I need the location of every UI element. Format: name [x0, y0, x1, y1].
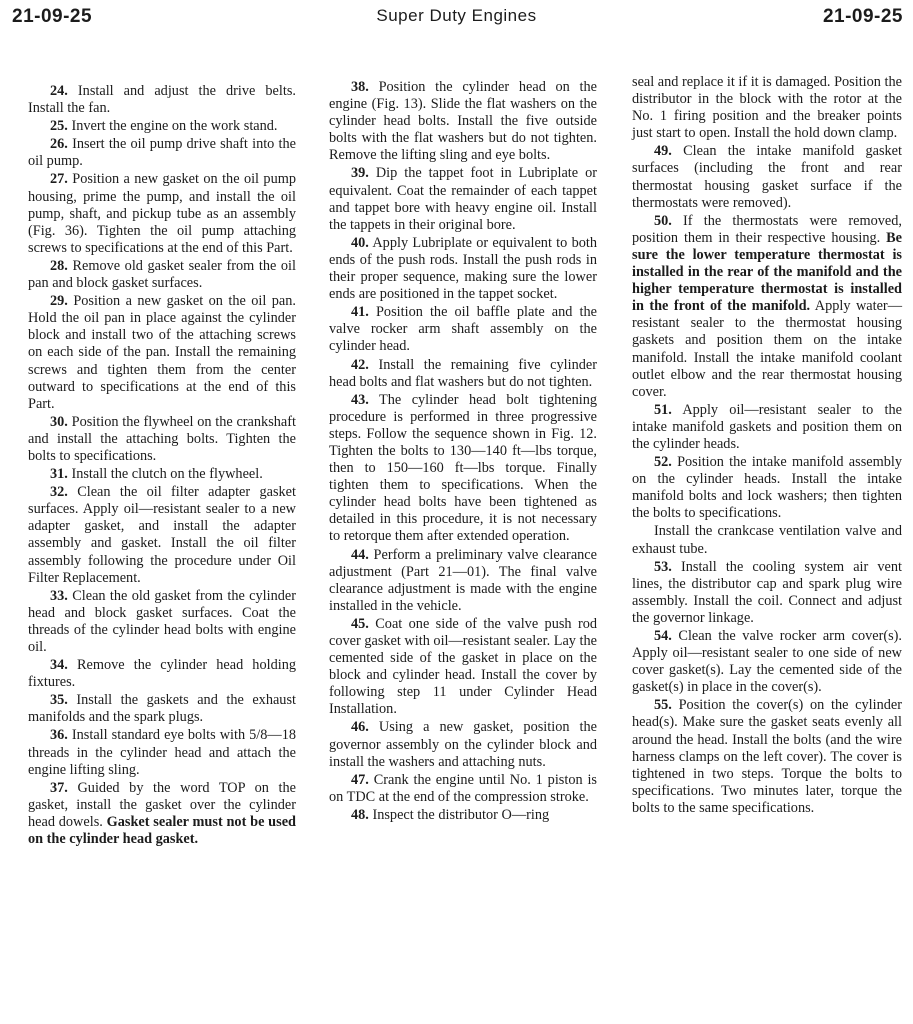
step-text: Insert the oil pump drive shaft into the oil pump.	[28, 136, 296, 170]
step-text: Install the clutch on the flywheel.	[71, 466, 263, 483]
step-text: Coat one side of the valve push rod cover gasket with oil—resistant sealer. Lay the cemented side of the gasket in place on the block and cylinder head. Install the cover by following step 11 under Cylinder Head Installation.	[329, 615, 597, 718]
step-paragraph	[28, 293, 296, 413]
step-text: If the thermostats were removed, position them in their respective housing.	[632, 212, 902, 246]
step-number: 37.	[50, 779, 68, 796]
page-title: Super Duty Engines	[376, 6, 537, 25]
step-paragraph	[329, 304, 597, 355]
step-paragraph	[632, 559, 902, 627]
step-text: Install the crankcase ventilation valve and exhaust tube.	[632, 523, 902, 557]
step-paragraph	[632, 454, 902, 522]
step-paragraph	[329, 807, 597, 824]
step-paragraph	[28, 83, 296, 117]
step-text: Apply oil—resistant sealer to the intake manifold gaskets and position them on the cylinder heads.	[632, 401, 902, 452]
step-text: Guided by the word TOP on the gasket, install the gasket over the cylinder head dowels.	[28, 779, 297, 830]
step-paragraph	[28, 727, 296, 778]
step-warning: Gasket sealer must not be used on the cylinder head gasket.	[28, 813, 296, 848]
step-text: Install standard eye bolts with 5/8—18 threads in the cylinder head and attach the engine lifting sling.	[28, 727, 297, 778]
step-paragraph	[28, 258, 296, 292]
step-paragraph	[28, 692, 296, 726]
step-number: 32.	[50, 484, 68, 501]
step-number: 28.	[50, 257, 68, 274]
step-number: 46.	[351, 719, 369, 736]
step-paragraph	[28, 657, 296, 691]
step-paragraph	[329, 79, 597, 164]
step-number: 47.	[351, 771, 369, 788]
step-text: Install the cooling system air vent lines, the distributor cap and spark plug wire assembly. Install the coil. Connect and adjust the governor linkage.	[632, 558, 902, 626]
step-paragraph	[632, 402, 902, 453]
page-number-left: 21-09-25	[12, 6, 93, 27]
step-number: 43.	[351, 391, 369, 408]
step-text: Clean the intake manifold gasket surfaces (including the front and rear thermostat housing gasket surface if the thermostats were removed).	[632, 143, 902, 211]
step-paragraph	[28, 466, 296, 483]
step-text: Using a new gasket, position the governor assembly on the cylinder block and install the washers and attaching nuts.	[329, 719, 597, 770]
step-text: Position the oil baffle plate and the valve rocker arm shaft assembly on the cylinder head.	[329, 304, 597, 355]
step-paragraph	[329, 772, 597, 806]
step-text: Inspect the distributor O—ring	[372, 806, 550, 823]
step-paragraph	[329, 165, 597, 233]
step-text: Remove the cylinder head holding fixtures.	[28, 657, 296, 691]
text-column-3	[632, 74, 902, 818]
step-text: Invert the engine on the work stand.	[71, 118, 278, 135]
step-number: 48.	[351, 806, 369, 823]
step-text: Remove old gasket sealer from the oil pan and block gasket surfaces.	[28, 257, 296, 292]
step-number: 45.	[351, 615, 369, 632]
step-number: 38.	[351, 79, 369, 95]
step-number: 51.	[654, 401, 672, 418]
step-paragraph	[28, 780, 296, 848]
step-text: The cylinder head bolt tightening procedure is performed in three progressive steps. Follow the sequence shown in Fig. 12. Tighten the bolts to 130—140 ft—lbs torque, then to 150—160 ft—lbs torque. Finally tighten them to specifications. When the cylinder head bolts have been tightened as detailed in this procedure, it is not necessary to retorque them after extended operation.	[329, 391, 597, 545]
step-text: Install and adjust the drive belts. Install the fan.	[28, 83, 296, 117]
step-text: Clean the oil filter adapter gasket surfaces. Apply oil—resistant sealer to a new adapter gasket, and install the adapter assembly and gasket. Install the oil filter assembly following the procedure under Oil Filter Replacement.	[28, 484, 296, 586]
step-number: 29.	[50, 293, 68, 310]
step-number: 54.	[654, 628, 672, 644]
step-paragraph	[329, 547, 597, 615]
page-header	[0, 0, 913, 40]
step-paragraph	[632, 213, 902, 401]
step-paragraph	[28, 136, 296, 170]
step-number: 39.	[351, 165, 369, 182]
step-number: 26.	[50, 136, 68, 153]
step-text: Position the flywheel on the crankshaft and install the attaching bolts. Tighten the bolts to specifications.	[28, 413, 296, 464]
step-paragraph	[632, 628, 902, 696]
step-number: 34.	[50, 657, 68, 674]
step-number: 24.	[50, 83, 68, 99]
page-number-right: 21-09-25	[822, 6, 903, 27]
step-text: Crank the engine until No. 1 piston is on TDC at the end of the compression stroke.	[329, 771, 597, 805]
step-number: 55.	[654, 697, 672, 714]
step-number: 44.	[351, 546, 369, 563]
step-number: 41.	[351, 304, 369, 321]
step-number: 31.	[50, 466, 68, 483]
step-text: Clean the old gasket from the cylinder head and block gasket surfaces. Coat the threads of the cylinder head bolts with engine oil.	[28, 587, 297, 655]
step-paragraph	[632, 143, 902, 211]
step-text: Position a new gasket on the oil pump housing, prime the pump, and install the oil pump, shaft, and pickup tube as an assembly (Fig. 36). Tighten the oil pump attaching screws to specifications at the end of this Part.	[28, 171, 296, 256]
text-column-2	[329, 79, 597, 825]
step-number: 40.	[351, 234, 369, 251]
step-number: 27.	[50, 171, 68, 188]
step-paragraph	[329, 392, 597, 546]
step-number: 35.	[50, 692, 68, 709]
step-paragraph	[329, 719, 597, 770]
step-text: Install the gaskets and the exhaust manifolds and the spark plugs.	[28, 692, 296, 726]
step-paragraph	[329, 357, 597, 391]
step-paragraph	[28, 118, 296, 135]
step-text: Position a new gasket on the oil pan. Hold the oil pan in place against the cylinder block and install two of the attaching screws on each side of the pan. Install the remaining screws and tighten them from the center outward to specifications at the end of this Part.	[28, 293, 296, 412]
step-paragraph	[329, 616, 597, 719]
step-warning: Be sure the lower temperature thermostat is installed in the rear of the manifold and the higher temperature thermostat is installed in the front of the manifold.	[632, 229, 902, 315]
step-paragraph	[632, 697, 902, 817]
step-number: 42.	[351, 356, 369, 373]
step-text-continued: Apply water—resistant sealer to the thermostat housing gaskets and position them on the intake manifold. Install the intake manifold coolant outlet elbow and the rear thermostat housing cover.	[632, 298, 902, 400]
step-number: 36.	[50, 727, 68, 744]
step-number: 50.	[654, 212, 672, 229]
step-text: Position the cylinder head on the engine (Fig. 13). Slide the flat washers on the cylinder head bolts. Install the five outside bolts with the flat washers but do not tighten. Remove the lifting sling and eye bolts.	[329, 79, 597, 164]
step-text: Install the remaining five cylinder head bolts and flat washers but do not tighten.	[329, 356, 597, 390]
step-paragraph	[28, 171, 296, 256]
step-paragraph	[28, 414, 296, 465]
step-number: 33.	[50, 587, 68, 604]
step-text: Clean the valve rocker arm cover(s). Apply oil—resistant sealer to one side of new cover gasket(s). Lay the cemented side of the gasket(s) in place in the cover(s).	[632, 628, 903, 696]
step-text: seal and replace it if it is damaged. Position the distributor in the block with the rotor at the No. 1 firing position and the breaker points just start to open. Install the hold down clamp.	[632, 74, 902, 142]
text-column-1	[28, 83, 296, 849]
step-text: Dip the tappet foot in Lubriplate or equivalent. Coat the remainder of each tappet and tappet bore with heavy engine oil. Install the tappets in their original bore.	[329, 165, 597, 233]
step-number: 49.	[654, 143, 672, 160]
step-text: Position the cover(s) on the cylinder head(s). Make sure the gasket seats evenly all around the head. Install the bolts (and the wire harness clamps on the left cover). The cover is tightened in two steps. Torque the bolts to specifications. Two minutes later, torque the bolts to the same specifications.	[632, 697, 903, 816]
step-paragraph	[28, 588, 296, 656]
step-number: 25.	[50, 118, 68, 135]
step-number: 30.	[50, 413, 68, 430]
step-paragraph	[632, 523, 902, 557]
step-paragraph	[632, 74, 902, 142]
step-paragraph	[28, 484, 296, 587]
step-text: Apply Lubriplate or equivalent to both ends of the push rods. Install the push rods in their proper sequence, making sure the lower ends are positioned in the tappet socket.	[329, 234, 597, 303]
step-paragraph	[329, 235, 597, 303]
step-text: Perform a preliminary valve clearance adjustment (Part 21—01). The final valve clearance adjustment is made with the engine installed in the vehicle.	[329, 546, 597, 614]
step-number: 52.	[654, 454, 672, 471]
step-number: 53.	[654, 558, 672, 575]
step-text: Position the intake manifold assembly on the cylinder heads. Install the intake manifold bolts and lock washers; then tighten the bolts to specifications.	[632, 454, 902, 522]
